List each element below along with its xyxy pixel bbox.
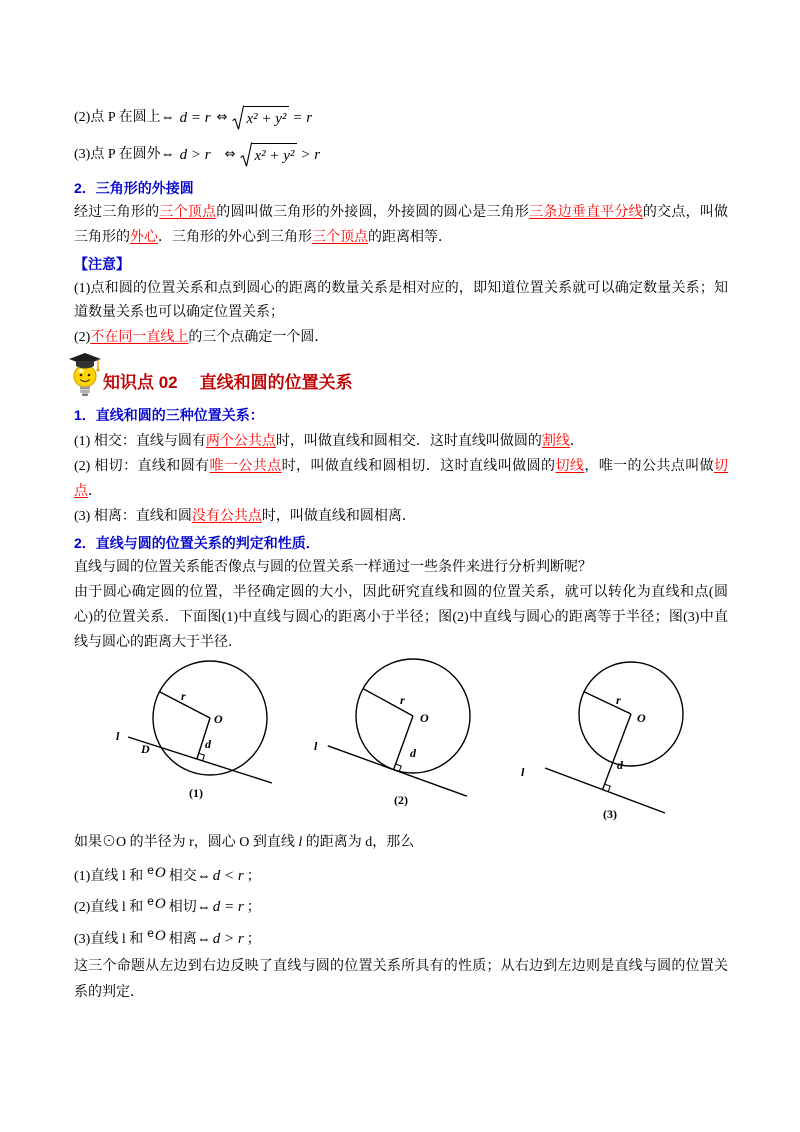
circle-glyph: e <box>147 894 154 908</box>
circle-o-symbol <box>147 926 166 947</box>
conclusion-line-1: 这三个命题从左边到右边反映了直线与圆的位置关系所具有的性质；从右边到左边则是直线与圆的位置关 <box>74 959 728 974</box>
relation-word: 相离⇔ <box>168 932 211 947</box>
text: ． <box>88 484 102 499</box>
point-outside-circle-case <box>74 140 320 170</box>
condition-intersect <box>74 863 261 889</box>
highlight: 三个顶点 <box>312 230 368 245</box>
conclusion-line-2: 系的判定． <box>74 985 144 1000</box>
square-root <box>240 142 297 168</box>
root-sign-icon <box>240 142 252 168</box>
knowledge-point-number: 知识点 02 <box>103 373 178 392</box>
text: 的距离为 d，那么 <box>302 835 415 850</box>
text: (3) 相离：直线和圆 <box>74 509 192 524</box>
text: (2) <box>74 330 91 345</box>
knowledge-point-header <box>103 371 353 395</box>
highlight: 切 <box>714 459 728 474</box>
note-item-1-line-2: 道数量关系也可以确定位置关系； <box>74 305 284 320</box>
circle-o-symbol <box>147 894 166 915</box>
distance-label: d <box>617 758 623 772</box>
condition-separate <box>74 926 261 952</box>
line-circle-figures <box>0 655 800 835</box>
radicand: x² + y² <box>244 106 289 131</box>
case-end: ； <box>246 932 261 947</box>
formula: d = r <box>212 899 244 915</box>
case-prefix: (1)直线 l 和 <box>74 869 144 884</box>
circumcircle-line-2 <box>74 228 452 248</box>
section-heading-circumcircle: 2．三角形的外接圆 <box>74 180 194 196</box>
distance-label: d <box>410 746 416 760</box>
text: 时，叫做直线和圆相离． <box>261 509 416 524</box>
distance-segment <box>603 714 632 790</box>
iff-symbol: ⇔ <box>216 110 228 125</box>
highlight: 三条边垂直平分线 <box>529 205 643 220</box>
section-heading-judgement: 2．直线与圆的位置关系的判定和性质． <box>74 535 320 551</box>
text: ．三角形的外心到三角形 <box>158 230 312 245</box>
highlight: 三个顶点 <box>159 205 217 220</box>
point-label: D <box>141 742 150 756</box>
text: 的距离相等． <box>368 230 452 245</box>
figure-caption: (3) <box>603 807 617 821</box>
case-prefix: (3)直线 l 和 <box>74 932 144 947</box>
line-symbol: l <box>298 835 303 850</box>
text: ，唯一的公共点叫做 <box>584 459 715 474</box>
radicand: x² + y² <box>252 143 297 168</box>
radius-label: r <box>616 693 621 707</box>
text: 的三个点确定一个圆． <box>188 330 329 345</box>
note-item-2 <box>74 328 328 348</box>
highlight: 外心 <box>130 230 158 245</box>
center-label: O <box>637 711 646 725</box>
formula: d > r <box>212 931 244 947</box>
case-label: (3)点 P 在圆外⇔ <box>74 147 175 162</box>
case-end: ； <box>246 900 261 915</box>
radius-segment <box>363 689 413 716</box>
line-label: l <box>116 729 120 743</box>
text: 时，叫做直线和圆相交．这时直线叫做圆的 <box>275 434 542 449</box>
condition-tangent <box>74 894 261 920</box>
radius-label: r <box>181 689 186 703</box>
point-on-circle-case <box>74 103 312 133</box>
knowledge-point-title: 直线和圆的位置关系 <box>199 373 353 392</box>
circle-o-symbol <box>147 863 166 884</box>
paragraph-line: 心)的位置关系．下面图(1)中直线与圆心的距离小于半径；图(2)中直线与圆心的距离等于半径；图(3)中直 <box>74 610 728 625</box>
iff-symbol: ⇔ <box>224 147 236 162</box>
paragraph-line: 直线与圆的位置关系能否像点与圆的位置关系一样通过一些条件来进行分析判断呢？ <box>74 560 592 575</box>
relation-intersect <box>74 432 584 452</box>
text: 如果⊙O 的半径为 r，圆心 O 到直线 <box>74 835 299 850</box>
figure-2-tangent <box>314 659 470 807</box>
highlight: 不在同一直线上 <box>90 330 189 345</box>
conditions-intro <box>74 833 414 853</box>
circumcircle-line-1 <box>74 203 728 223</box>
paragraph-line: 由于圆心确定圆的位置，半径确定圆的大小，因此研究直线和圆的位置关系，就可以转化为直线和点(圆 <box>74 585 728 600</box>
figure-1-secant <box>116 661 272 800</box>
highlight: 割线 <box>541 434 570 449</box>
text: 时，叫做直线和圆相切．这时直线叫做圆的 <box>281 459 556 474</box>
highlight: 两个公共点 <box>205 434 276 449</box>
line-l <box>328 746 467 796</box>
text: (1) 相交：直线与圆有 <box>74 434 206 449</box>
circle-letter: O <box>154 928 166 944</box>
relation-tangent-line-1 <box>74 457 728 477</box>
circle-letter: O <box>154 896 166 912</box>
text: 的圆叫做三角形的外接圆，外接圆的圆心是三角形 <box>216 205 530 220</box>
distance-relation: d = r <box>179 110 211 126</box>
highlight: 没有公共点 <box>191 509 262 524</box>
center-label: O <box>420 711 429 725</box>
case-label: (2)点 P 在圆上⇔ <box>74 110 175 125</box>
highlight: 切线 <box>555 459 585 474</box>
relation-word: 相切⇔ <box>168 900 211 915</box>
figure-caption: (1) <box>189 786 203 800</box>
equation-tail: = r <box>292 110 313 126</box>
text: 三角形的 <box>74 230 130 245</box>
square-root <box>232 105 289 131</box>
line-label: l <box>521 765 525 779</box>
root-sign-icon <box>232 105 244 131</box>
relation-word: 相交⇔ <box>168 869 211 884</box>
formula: d < r <box>212 868 244 884</box>
case-prefix: (2)直线 l 和 <box>74 900 144 915</box>
radius-label: r <box>400 693 405 707</box>
distance-segment <box>394 716 413 770</box>
equation-tail: > r <box>300 147 321 163</box>
circle-glyph: e <box>147 926 154 940</box>
section-heading-three-relations: 1．直线和圆的三种位置关系： <box>74 407 264 423</box>
case-end: ； <box>246 869 261 884</box>
figure-caption: (2) <box>394 793 408 807</box>
text: ． <box>569 434 584 449</box>
text: (2) 相切：直线和圆有 <box>74 459 210 474</box>
text: 经过三角形的 <box>74 205 160 220</box>
highlight: 唯一公共点 <box>209 459 282 474</box>
distance-relation: d > r <box>179 147 211 163</box>
highlight: 点 <box>74 484 88 499</box>
lightbulb-graduate-icon <box>64 350 102 398</box>
relation-tangent-line-2 <box>74 482 102 502</box>
center-label: O <box>214 712 223 726</box>
note-heading: 【注意】 <box>74 256 130 272</box>
figure-3-separate <box>521 662 683 821</box>
line-label: l <box>314 739 318 753</box>
distance-label: d <box>205 737 211 751</box>
paragraph-line: 线与圆心的距离大于半径． <box>74 635 242 650</box>
text: 的交点，叫做 <box>642 205 728 220</box>
relation-separate <box>74 507 416 527</box>
radius-segment <box>584 692 631 714</box>
note-item-1-line-1: (1)点和圆的位置关系和点到圆心的距离的数量关系是相对应的，即知道位置关系就可以确定数量关系；知 <box>74 281 728 296</box>
circle-letter: O <box>154 865 166 881</box>
circle-glyph: e <box>147 863 154 877</box>
